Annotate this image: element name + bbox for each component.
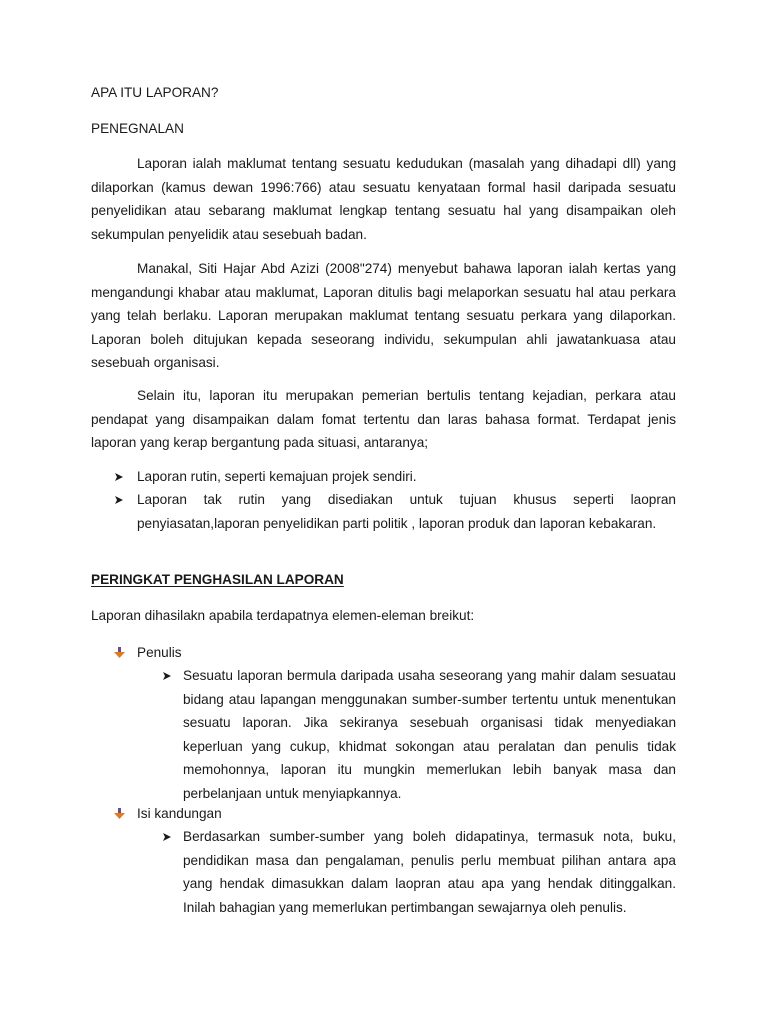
- section-intro: Laporan dihasilakn apabila terdapatnya elemen-eleman breikut:: [91, 608, 475, 623]
- arrow-bullet-icon: [114, 641, 128, 665]
- arrow-bullet-icon: [114, 802, 128, 826]
- paragraph-3: Selain itu, laporan itu merupakan pemerian bertulis tentang kejadian, perkara atau pendapat yang disampaikan dalam fomat tertentu dan laras bahasa format. Terdapat jenis laporan yang kerap bergantung pada situasi, antaranya;: [91, 388, 676, 450]
- arrowhead-icon: [114, 465, 128, 489]
- element-detail-content: Berdasarkan sumber-sumber yang boleh didapatinya, termasuk nota, buku, pendidikan masa dan pengalaman, penulis perlu membuat pilihan antara apa yang hendak dimasukkan dalam laopran atau apa yang hendak ditinggalkan. Inilah bahagian yang memerlukan pertimbangan sewajarnya oleh penulis.: [183, 829, 676, 915]
- paragraph-2: Manakal, Siti Hajar Abd Azizi (2008"274) menyebut bahawa laporan ialah kertas yang mengandungi khabar atau maklumat, Laporan ditulis bagi melaporkan sesuatu hal atau perkara yang telah berlaku. Laporan merupakan maklumat tentang sesuatu perkara yang dilaporkan. Laporan boleh ditujukan kepada seseorang individu, sekumpulan ahli jawatankuasa atau sesebuah organisasi.: [91, 261, 676, 370]
- list-item: Laporan tak rutin yang disediakan untuk tujuan khusus seperti laopran penyiasatan,laporan penyelidikan parti politik , laporan produk dan laporan kebakaran.: [137, 492, 676, 531]
- element-label-content: Isi kandungan: [137, 806, 222, 821]
- list-item: Laporan rutin, seperti kemajuan projek sendiri.: [137, 469, 417, 484]
- arrowhead-icon: [162, 664, 176, 688]
- arrowhead-icon: [162, 825, 176, 849]
- paragraph-1: Laporan ialah maklumat tentang sesuatu kedudukan (masalah yang dihadapi dll) yang dilaporkan (kamus dewan 1996:766) atau sesuatu kenyataan formal hasil daripada sesuatu penyelidikan atau sebarang maklumat lengkap tentang sesuatu hal yang disampaikan oleh sekumpulan penyelidik atau sesebuah badan.: [91, 156, 676, 242]
- section-heading-introduction: PENEGNALAN: [91, 121, 184, 136]
- document-title: APA ITU LAPORAN?: [91, 85, 219, 100]
- section-heading-stages: PERINGKAT PENGHASILAN LAPORAN: [91, 572, 344, 587]
- element-label-writer: Penulis: [137, 645, 182, 660]
- arrowhead-icon: [114, 488, 128, 512]
- element-detail-writer: Sesuatu laporan bermula daripada usaha seseorang yang mahir dalam sesuatau bidang atau lapangan menggunakan sumber-sumber tertentu untuk menentukan sesuatu laporan. Jika sekiranya sesebuah organisasi tidak menyediakan keperluan yang cukup, khidmat sokongan atau peralatan dan penulis tidak memohonnya, laporan itu mungkin memerlukan lebih banyak masa dan perbelanjaan untuk menyiapkannya.: [183, 668, 676, 801]
